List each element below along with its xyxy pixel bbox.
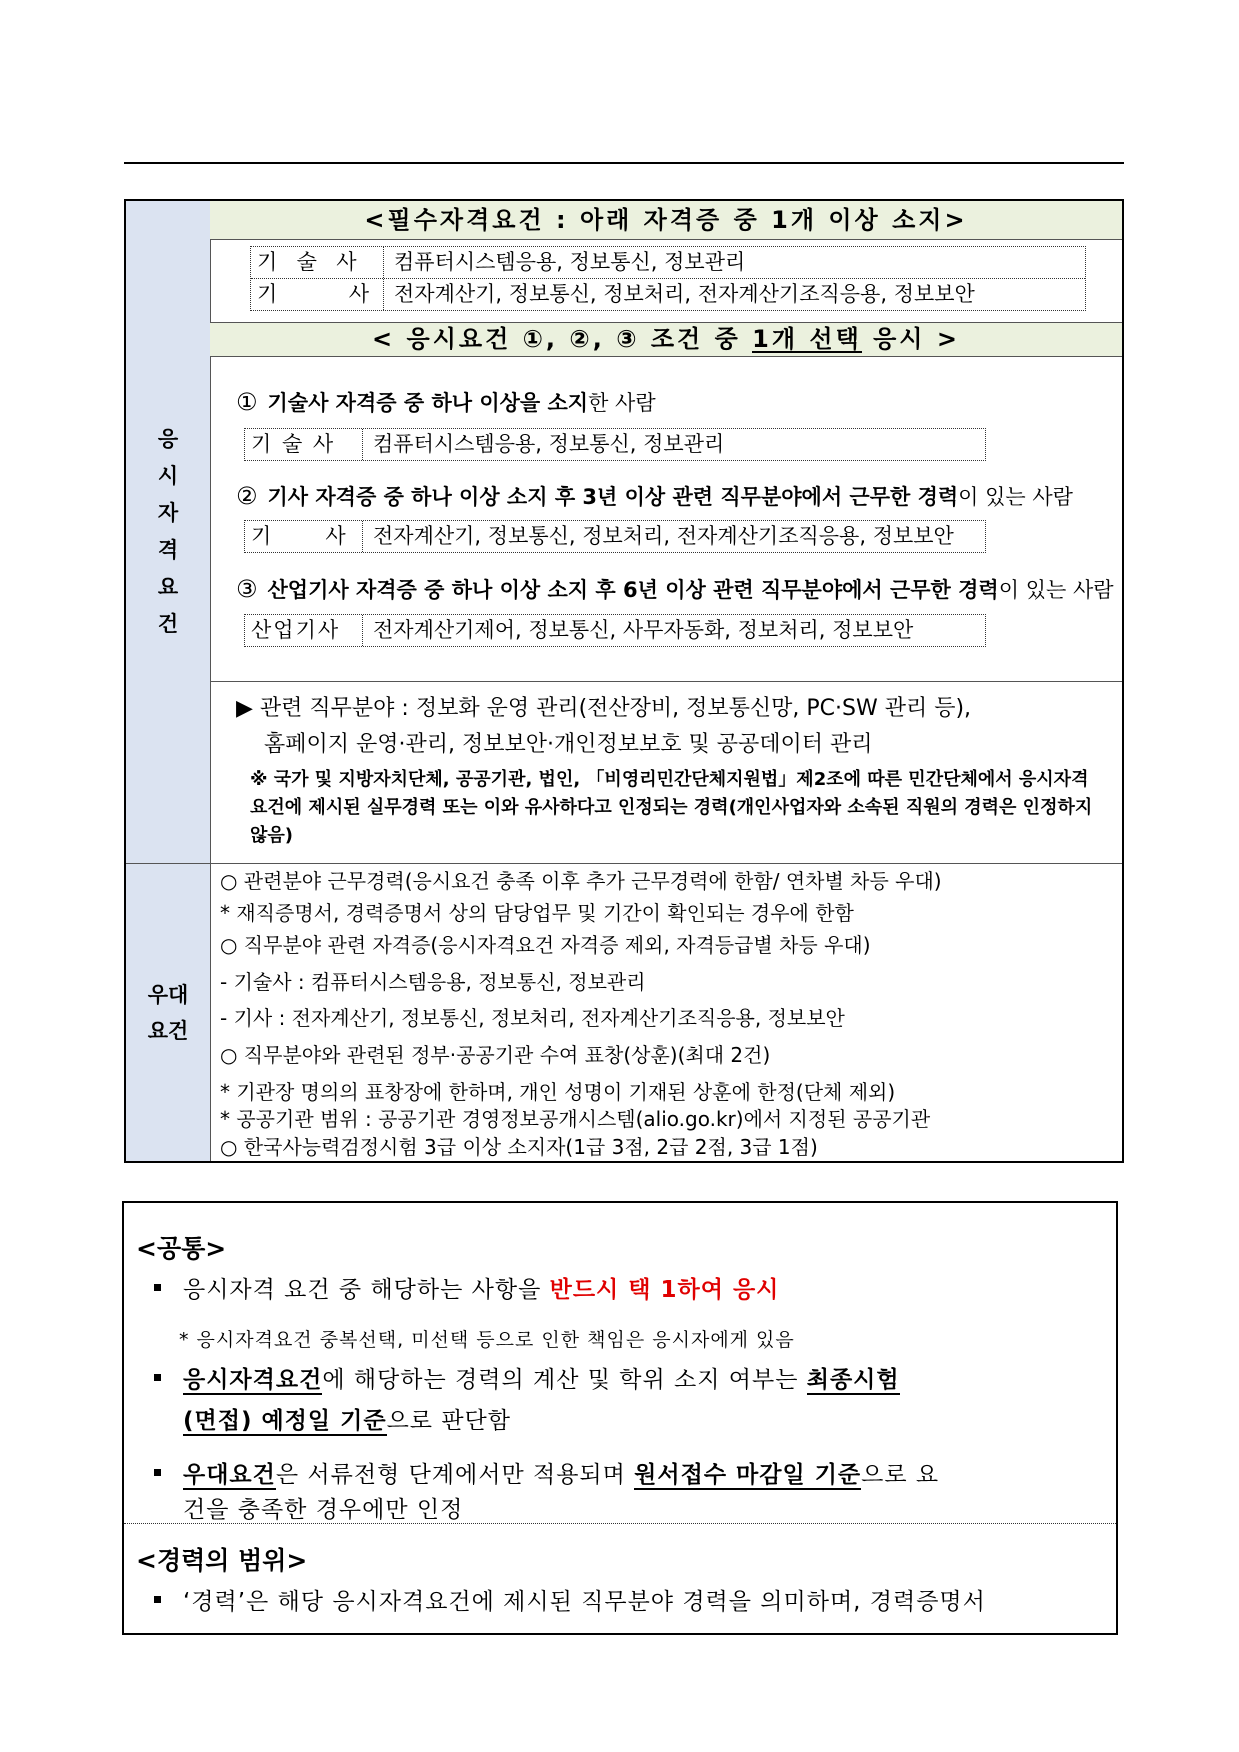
preferred-line: * 재직증명서, 경력증명서 상의 담당업무 및 기간이 확인되는 경우에 한함 <box>220 901 854 925</box>
cert-grade: 기 술 사 <box>251 247 384 278</box>
cert-grade: 기 사 <box>251 279 384 310</box>
bullet-underlined: 원서접수 마감일 기준 <box>634 1462 862 1488</box>
condition-3-cert-table <box>244 614 986 647</box>
career-range-title: <경력의 범위> <box>136 1546 308 1575</box>
apply-header <box>210 322 1122 357</box>
condition-cert-row <box>245 521 985 552</box>
condition-bold: 기술사 자격증 중 하나 이상을 소지 <box>267 391 589 415</box>
mandatory-header: <필수자격요건 : 아래 자격증 중 1개 이상 소지> <box>210 201 1122 240</box>
section-divider <box>124 1523 1116 1524</box>
preferred-line: * 공공기관 범위 : 공공기관 경영정보공개시스템(alio.go.kr)에서 지정된 공공기관 <box>220 1107 931 1131</box>
condition-cert-row <box>245 615 985 646</box>
req-label-char: 응 <box>157 427 179 451</box>
apply-header-post: 응시 > <box>861 325 960 353</box>
common-bullet-1-note: * 응시자격요건 중복선택, 미선택 등으로 인한 책임은 응시자에게 있음 <box>179 1329 795 1351</box>
bullet-icon <box>154 1374 161 1381</box>
bullet-underlined: 우대요건 <box>183 1462 276 1488</box>
row-separator <box>210 681 1122 682</box>
condition-3 <box>236 574 1114 605</box>
preferred-line: - 기술사 : 컴퓨터시스템응용, 정보통신, 정보관리 <box>220 970 646 994</box>
pref-label-line: 요건 <box>147 1018 189 1043</box>
condition-rest: 이 있는 사람 <box>998 578 1114 602</box>
cert-grade: 산업기사 <box>245 615 363 646</box>
common-bullet-2-cont <box>183 1402 511 1440</box>
requirements-table <box>124 199 1124 1163</box>
condition-cert-row <box>245 429 985 460</box>
bullet-emphasis: 반드시 택 1하여 응시 <box>549 1277 780 1303</box>
req-label-char: 건 <box>157 612 179 636</box>
cert-list: 전자계산기제어, 정보통신, 사무자동화, 정보처리, 정보보안 <box>373 618 914 642</box>
apply-header-underlined: 1개 선택 <box>752 325 862 353</box>
cert-grade: 기 사 <box>245 521 363 552</box>
bullet-text: 으로 판단함 <box>386 1408 511 1434</box>
bullet-text: 으로 요 <box>861 1462 940 1488</box>
preferred-line: ○ 관련분야 근무경력(응시요건 충족 이후 추가 근무경력에 한함/ 연차별 차등 우대) <box>220 869 942 893</box>
preferred-label <box>126 864 211 1161</box>
condition-1 <box>236 387 656 418</box>
preferred-line: ○ 한국사능력검정시험 3급 이상 소지자(1급 3점, 2급 2점, 3급 1점) <box>220 1135 818 1159</box>
bullet-text: ‘경력’은 해당 응시자격요건에 제시된 직무분야 경력을 의미하며, 경력증명서 <box>183 1589 986 1615</box>
req-label-char: 시 <box>157 464 179 488</box>
related-field-line: 홈페이지 운영·관리, 정보보안·개인정보보호 및 공공데이터 관리 <box>264 732 873 757</box>
condition-2-cert-table <box>244 520 986 553</box>
condition-number: ③ <box>236 575 258 603</box>
common-bullet-2 <box>154 1361 1084 1399</box>
cert-list: 컴퓨터시스템응용, 정보통신, 정보관리 <box>373 432 725 456</box>
bullet-icon <box>154 1469 161 1476</box>
requirements-label <box>126 201 211 863</box>
career-range-bullet-1 <box>154 1583 986 1621</box>
condition-number: ① <box>236 388 258 416</box>
common-bullet-1 <box>154 1271 779 1309</box>
preferred-line: ○ 직무분야와 관련된 정부·공공기관 수여 표창(상훈)(최대 2건) <box>220 1043 771 1067</box>
pref-label-line: 우대 <box>147 982 189 1007</box>
bullet-icon <box>154 1284 161 1291</box>
common-notice-box <box>122 1201 1118 1635</box>
condition-number: ② <box>236 482 258 510</box>
condition-rest: 이 있는 사람 <box>958 485 1073 509</box>
related-field-note <box>236 691 971 763</box>
related-field-line: ▶ 관련 직무분야 : 정보화 운영 관리(전산장비, 정보통신망, PC·SW 관리 등), <box>236 696 972 721</box>
mandatory-row <box>251 247 1085 278</box>
condition-1-cert-table <box>244 428 986 461</box>
req-label-char: 격 <box>157 538 179 562</box>
bullet-text: 응시자격 요건 중 해당하는 사항을 <box>183 1277 550 1303</box>
preferred-line: - 기사 : 전자계산기, 정보통신, 정보처리, 전자계산기조직응용, 정보보안 <box>220 1006 845 1030</box>
condition-bold: 산업기사 자격증 중 하나 이상 소지 후 6년 이상 관련 직무분야에서 근무한 경력 <box>267 578 999 602</box>
cert-list: 컴퓨터시스템응용, 정보통신, 정보관리 <box>394 250 746 274</box>
common-bullet-3 <box>154 1456 1084 1494</box>
common-title: <공통> <box>136 1234 227 1263</box>
requirements-content <box>210 201 1122 1161</box>
condition-2 <box>236 481 1073 512</box>
top-rule <box>124 162 1124 164</box>
bullet-underlined: 최종시험 <box>806 1367 900 1393</box>
apply-header-pre: < 응시요건 ①, ②, ③ 조건 중 <box>372 325 753 353</box>
req-label-char: 요 <box>157 575 179 599</box>
condition-rest: 한 사람 <box>588 391 656 415</box>
req-label-char: 자 <box>157 501 179 525</box>
row-separator <box>210 863 1122 864</box>
common-bullet-3-cont: 건을 충족한 경우에만 인정 <box>183 1497 464 1523</box>
cert-grade: 기 술 사 <box>245 429 363 460</box>
bullet-underlined: (면접) 예정일 기준 <box>183 1408 387 1434</box>
preferred-line: * 기관장 명의의 표창장에 한하며, 개인 성명이 기재된 상훈에 한정(단체 제외) <box>220 1080 896 1104</box>
bullet-underlined: 응시자격요건 <box>183 1367 323 1393</box>
career-recognition-note: ※ 국가 및 지방자치단체, 공공기관, 법인, 「비영리민간단체지원법」제2조에 따른 민간단체에서 응시자격 요건에 제시된 실무경력 또는 이와 유사하다고 인정되는 경력(개인사업자와 소속된 직원의 경력은 인정하지 않음) <box>250 769 1093 846</box>
bullet-icon <box>154 1596 161 1603</box>
cert-list: 전자계산기, 정보통신, 정보처리, 전자계산기조직응용, 정보보안 <box>394 282 975 306</box>
mandatory-cert-table <box>250 246 1086 311</box>
mandatory-row <box>251 278 1085 310</box>
bullet-text: 은 서류전형 단계에서만 적용되며 <box>275 1462 635 1488</box>
condition-bold: 기사 자격증 중 하나 이상 소지 후 3년 이상 관련 직무분야에서 근무한 경력 <box>267 485 959 509</box>
cert-list: 전자계산기, 정보통신, 정보처리, 전자계산기조직응용, 정보보안 <box>373 524 954 548</box>
bullet-text: 에 해당하는 경력의 계산 및 학위 소지 여부는 <box>322 1367 807 1393</box>
preferred-line: ○ 직무분야 관련 자격증(응시자격요건 자격증 제외, 자격등급별 차등 우대) <box>220 933 871 957</box>
